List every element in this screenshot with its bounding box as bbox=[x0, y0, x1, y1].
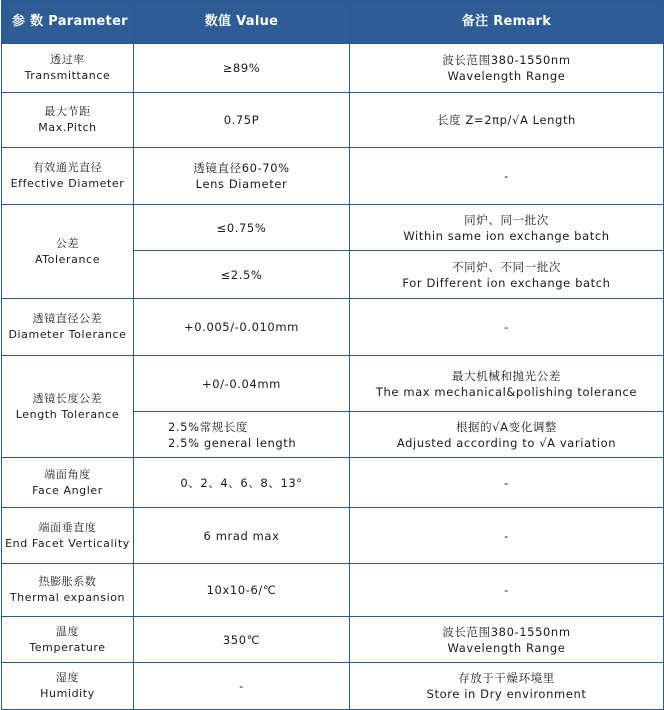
table-row bbox=[2, 148, 664, 205]
param-cell: 透镜直径公差 Diameter Tolerance bbox=[2, 299, 134, 356]
value-cell: 透镜直径60-70% Lens Diameter bbox=[134, 148, 350, 205]
remark-cell: - bbox=[350, 299, 664, 356]
remark-cell: 最大机械和抛光公差 The max mechanical&polishing tolerance bbox=[350, 356, 664, 412]
value-cell: 6 mrad max bbox=[134, 508, 350, 564]
remark-cell: - bbox=[350, 148, 664, 205]
table-row bbox=[2, 663, 664, 710]
param-cell: 透过率 Transmittance bbox=[2, 44, 134, 93]
value-cell: 350℃ bbox=[134, 617, 350, 663]
param-cell: 公差 ATolerance bbox=[2, 205, 134, 299]
value-cell: 0.75P bbox=[134, 93, 350, 148]
table-row bbox=[2, 299, 664, 356]
remark-cell: 根据的√A变化调整 Adjusted according to √A variation bbox=[350, 412, 664, 458]
table-row bbox=[2, 508, 664, 564]
value-cell: ≤2.5% bbox=[134, 251, 350, 299]
value-cell: - bbox=[134, 663, 350, 710]
table-row bbox=[2, 93, 664, 148]
value-cell: 2.5%常规长度 2.5% general length bbox=[134, 412, 350, 458]
table-row bbox=[2, 564, 664, 617]
remark-cell: 长度 Z=2πp/√A Length bbox=[350, 93, 664, 148]
table-row bbox=[2, 44, 664, 93]
value-cell: +0.005/-0.010mm bbox=[134, 299, 350, 356]
remark-cell: - bbox=[350, 508, 664, 564]
remark-cell: 存放于干燥环境里 Store in Dry environment bbox=[350, 663, 664, 710]
table-row bbox=[2, 205, 664, 251]
table-row bbox=[2, 356, 664, 412]
value-cell: 0、2、4、6、8、13° bbox=[134, 458, 350, 508]
remark-cell: - bbox=[350, 564, 664, 617]
param-cell: 最大节距 Max.Pitch bbox=[2, 93, 134, 148]
param-cell: 透镜长度公差 Length Tolerance bbox=[2, 356, 134, 458]
remark-cell: - bbox=[350, 458, 664, 508]
remark-cell: 波长范围380-1550nm Wavelength Range bbox=[350, 617, 664, 663]
value-cell: ≤0.75% bbox=[134, 205, 350, 251]
header-remark: 备注 Remark bbox=[350, 1, 664, 44]
table-row bbox=[2, 458, 664, 508]
param-cell: 热膨胀系数 Thermal expansion bbox=[2, 564, 134, 617]
remark-cell: 同炉、同一批次 Within same ion exchange batch bbox=[350, 205, 664, 251]
value-cell: ≥89% bbox=[134, 44, 350, 93]
header-row bbox=[2, 1, 664, 44]
remark-cell: 不同炉、不同一批次 For Different ion exchange batch bbox=[350, 251, 664, 299]
remark-cell: 波长范围380-1550nm Wavelength Range bbox=[350, 44, 664, 93]
param-cell: 端面垂直度 End Facet Verticality bbox=[2, 508, 134, 564]
header-value: 数值 Value bbox=[134, 1, 350, 44]
value-cell: 10x10-6/℃ bbox=[134, 564, 350, 617]
param-cell: 端面角度 Face Angler bbox=[2, 458, 134, 508]
value-cell: +0/-0.04mm bbox=[134, 356, 350, 412]
table-row bbox=[2, 617, 664, 663]
param-cell: 有效通光直径 Effective Diameter bbox=[2, 148, 134, 205]
header-parameter: 参 数 Parameter bbox=[2, 1, 134, 44]
param-cell: 温度 Temperature bbox=[2, 617, 134, 663]
spec-table bbox=[1, 0, 664, 710]
param-cell: 湿度 Humidity bbox=[2, 663, 134, 710]
